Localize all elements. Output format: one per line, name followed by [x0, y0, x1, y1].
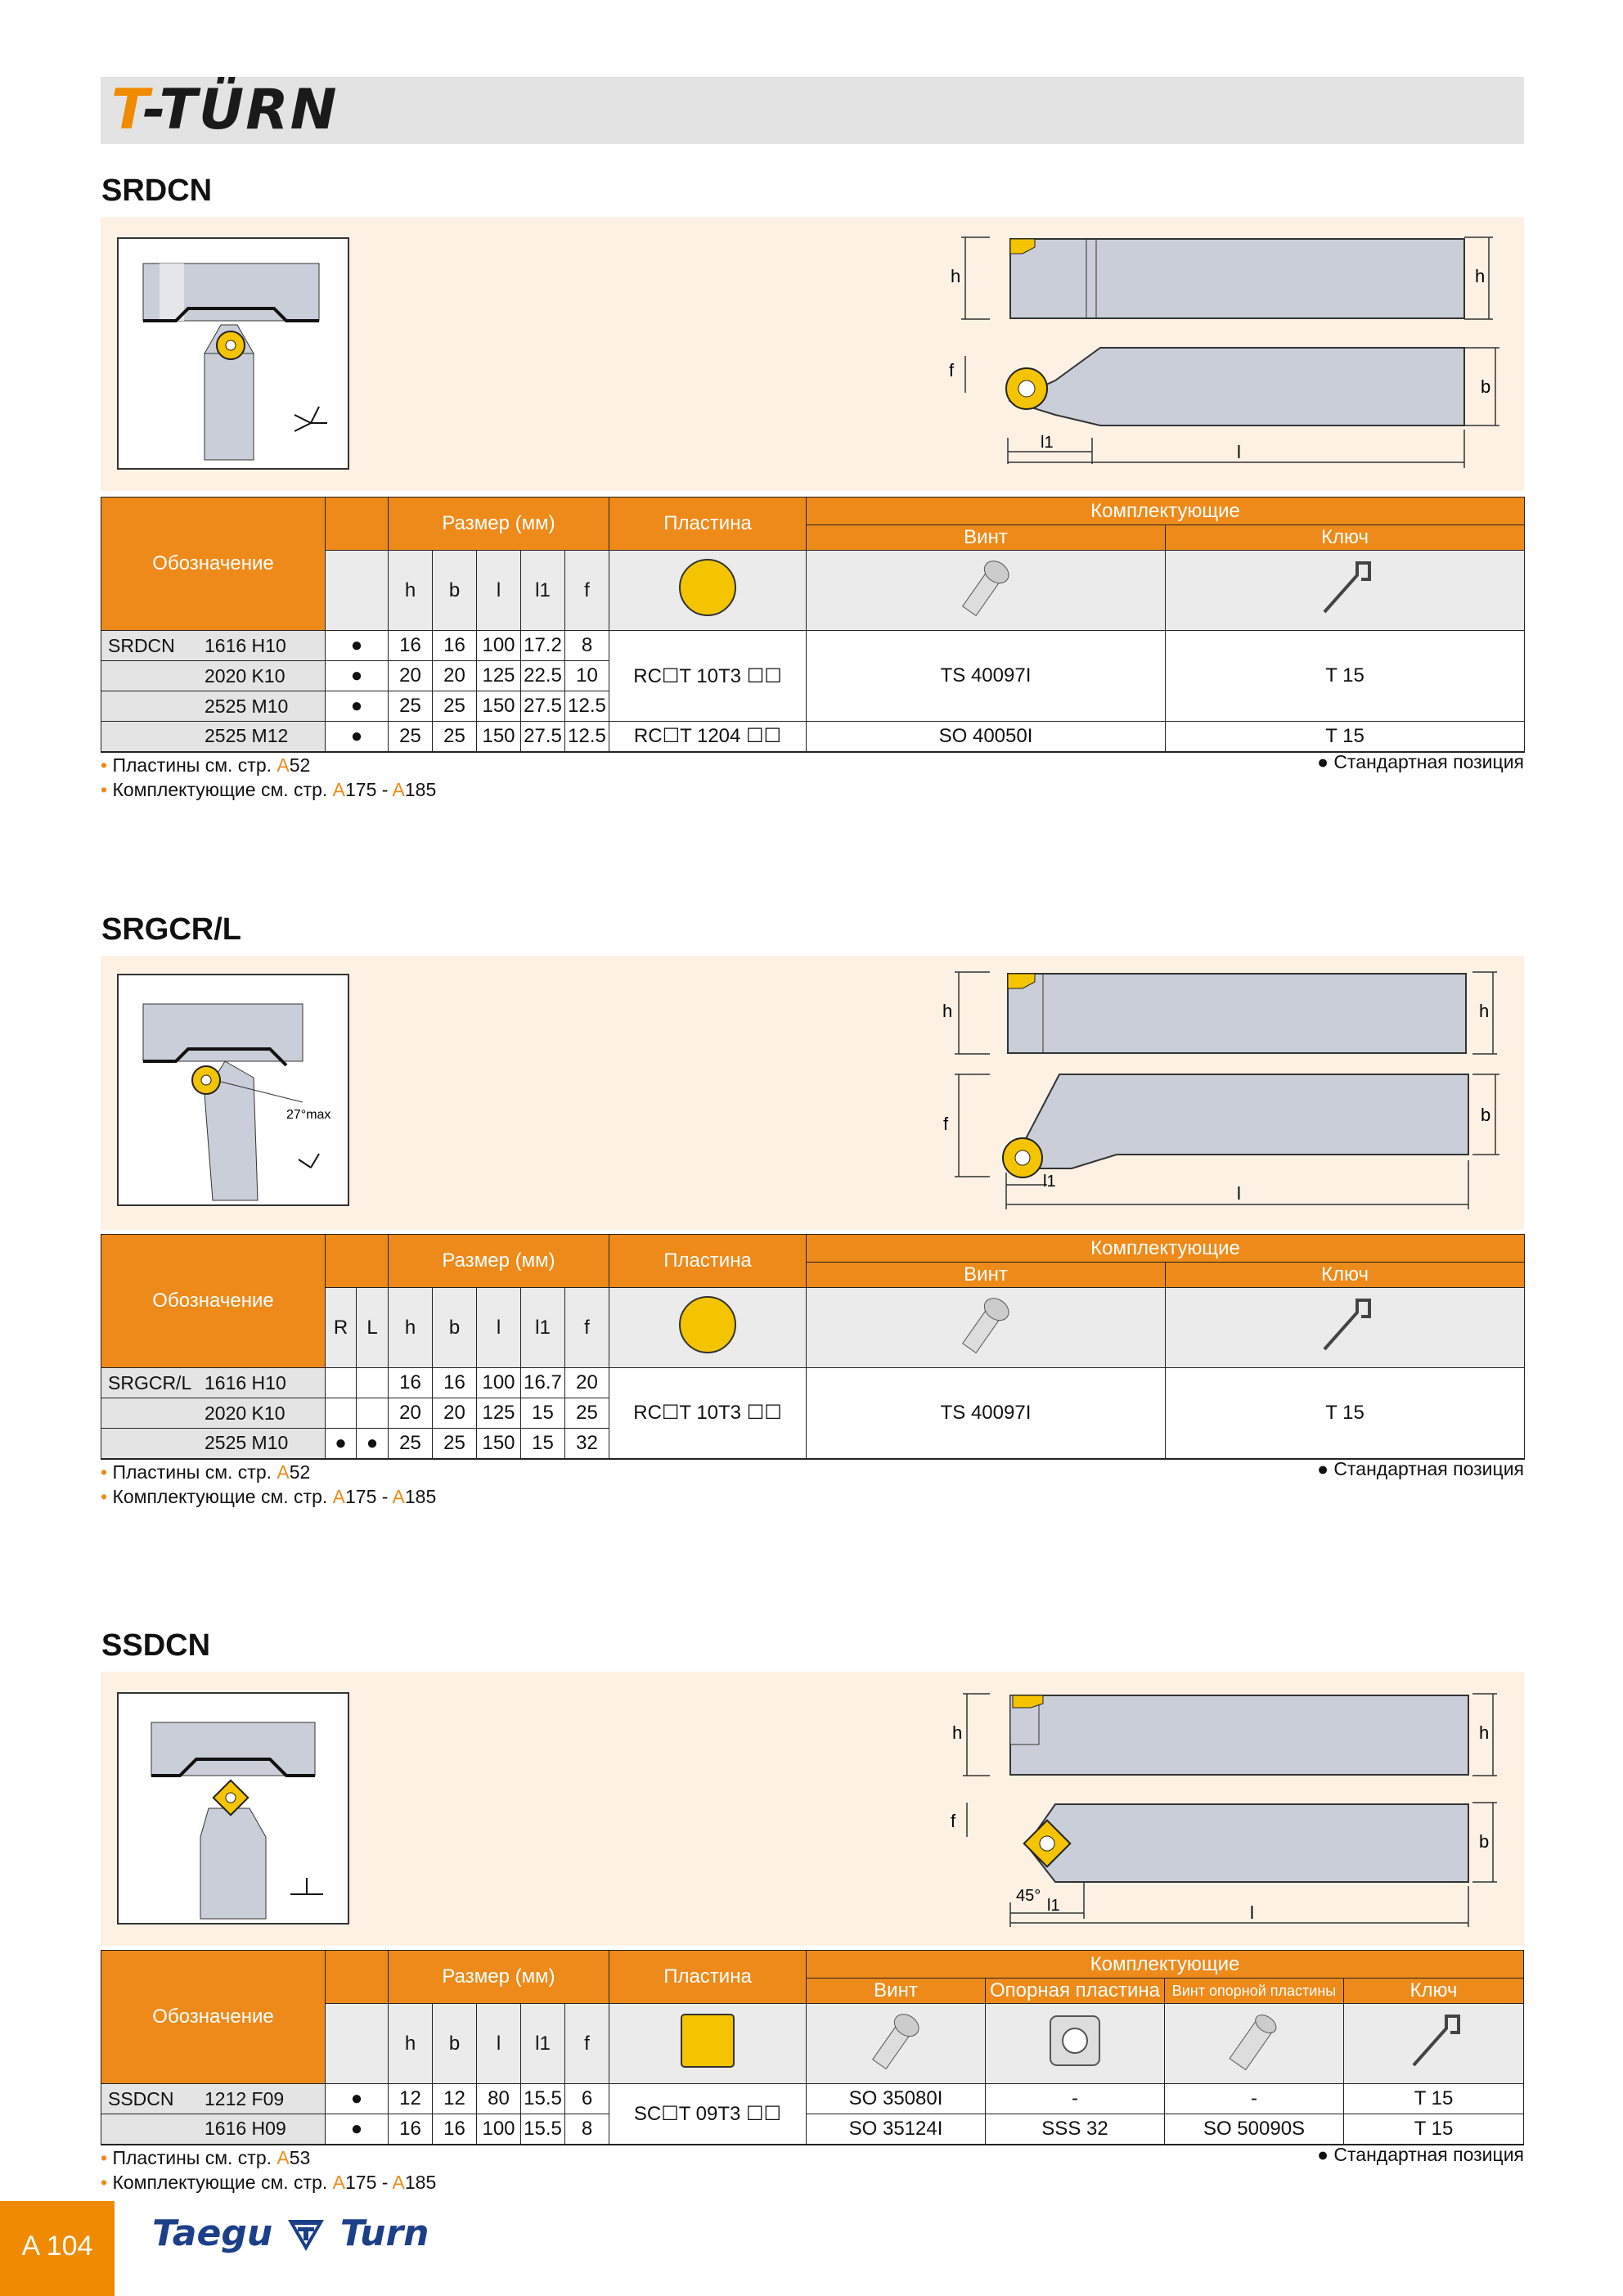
- round-insert-icon: [675, 555, 740, 620]
- dim-label-h: h: [1475, 266, 1486, 286]
- key-icon: [1397, 2004, 1471, 2078]
- section-title-ssdcn: SSDCN: [101, 1628, 211, 1663]
- table-row: 2525 M10: [101, 691, 326, 722]
- brand-footer-logo: Taegu Turn: [152, 2213, 429, 2254]
- page-number: A 104: [0, 2201, 115, 2296]
- svg-text:b: b: [1481, 1105, 1491, 1125]
- table-row: SRGCR/L 1616 H10: [101, 1368, 326, 1398]
- svg-text:45°: 45°: [1016, 1887, 1041, 1905]
- svg-text:l1: l1: [1043, 1173, 1056, 1191]
- section-title-srgcrl: SRGCR/L: [101, 912, 241, 947]
- table-row: SRDCN 1616 H10: [101, 631, 326, 661]
- dim-label-b: b: [1481, 376, 1491, 397]
- table-row: 2525 M10: [101, 1429, 326, 1459]
- round-insert-icon: [675, 1292, 740, 1357]
- spec-table-srgcrl: Обозначение Размер (мм) Пластина Комплектующие Винт Ключ R L h b l l1 f SRGCR/L 1616 H10 16 16 100 16.7 20 RC☐T 10T3 ☐☐ TS 40097I T 15 2020 K10 20 20 125 15 25 2525 M10 ● ● 25 25 150 15 32: [101, 1234, 1525, 1460]
- svg-text:l: l: [1237, 1183, 1241, 1204]
- svg-text:h: h: [1479, 1722, 1490, 1743]
- key-icon: [1308, 551, 1382, 624]
- svg-text:h: h: [1479, 1001, 1490, 1021]
- svg-text:f: f: [951, 1811, 956, 1831]
- note-components: • Комплектующие см. стр. A175 - A185: [101, 779, 437, 800]
- svg-text:h: h: [952, 1722, 963, 1743]
- section-title-srdcn: SRDCN: [101, 173, 213, 208]
- th-components: Комплектующие: [807, 497, 1525, 525]
- square-insert-icon: [675, 2008, 740, 2073]
- application-sketch-ssdcn: [117, 1692, 349, 1925]
- standard-note: ● Стандартная позиция: [1317, 2144, 1524, 2165]
- svg-text:l1: l1: [1047, 1897, 1060, 1915]
- svg-text:f: f: [943, 1114, 949, 1134]
- screw-icon: [949, 551, 1023, 624]
- table-row: 2525 M12: [101, 722, 326, 752]
- note-inserts: • Пластины см. стр. A53: [101, 2147, 311, 2168]
- note-components: • Комплектующие см. стр. A175 - A185: [101, 1486, 437, 1507]
- screw-icon: [949, 1288, 1023, 1362]
- shim-screw-icon: [1217, 2004, 1291, 2078]
- th-insert: Пластина: [609, 497, 807, 551]
- dimension-drawing-ssdcn: [941, 1681, 1513, 1939]
- dim-label-l1: l1: [1041, 434, 1054, 452]
- table-row: 1616 H09: [101, 2114, 326, 2145]
- dim-label-f: f: [949, 360, 955, 380]
- application-sketch-srgcrl: [117, 974, 349, 1206]
- table-row: SSDCN 1212 F09: [101, 2084, 326, 2114]
- dim-label-h: h: [951, 266, 961, 286]
- shim-icon: [1038, 2004, 1112, 2078]
- note-inserts: • Пластины см. стр. A52: [101, 754, 311, 776]
- screw-icon: [859, 2004, 933, 2078]
- brand-emblem-icon: [285, 2217, 327, 2254]
- th-screw: Винт: [807, 525, 1166, 551]
- svg-text:b: b: [1479, 1831, 1490, 1852]
- key-icon: [1308, 1288, 1382, 1362]
- table-row: 2020 K10: [101, 1398, 326, 1429]
- note-components: • Комплектующие см. стр. A175 - A185: [101, 2172, 437, 2193]
- svg-text:27°max: 27°max: [286, 1108, 331, 1122]
- standard-note: ● Стандартная позиция: [1317, 751, 1524, 772]
- spec-table-ssdcn: Обозначение Размер (мм) Пластина Комплектующие Винт Опорная пластина Винт опорной пластины Ключ h b l l1 f SSDCN 1212 F09 ● 12 12 80 15.5 6 SC☐T 09T3 ☐☐ SO 35080I - - T 15 1616 H09 ● 16 16 100 15.5 8 SO 35124I SSS 32 SO 50090S T 15: [101, 1950, 1524, 2145]
- th-key: Ключ: [1166, 525, 1525, 551]
- application-sketch-srdcn: [117, 237, 349, 470]
- standard-note: ● Стандартная позиция: [1317, 1458, 1524, 1479]
- spec-table-srdcn: Обозначение Размер (мм) Пластина Комплектующие Винт Ключ h b l l1 f SRDCN 1616 H10 ● 16 16 100 17.2 8 RC☐T 10T3 ☐☐ TS 40097I T 15 2020 K10 ● 20 20 125 22.5 10 2525 M10 ● 25 25 150 27.5 12.5 2525 M12 ● 25 25 150 27.5 12.5 RC☐T 1204 ☐☐ SO 40050I T 15: [101, 497, 1525, 753]
- dim-label-l: l: [1237, 442, 1241, 462]
- table-row: 2020 K10: [101, 661, 326, 691]
- svg-text:h: h: [942, 1001, 953, 1021]
- dimension-drawing-srgcrl: [941, 964, 1513, 1222]
- dimension-drawing-srdcn: [941, 225, 1513, 483]
- note-inserts: • Пластины см. стр. A52: [101, 1461, 311, 1483]
- th-designation: Обозначение: [101, 497, 326, 631]
- brand-logo: T-TÜRN: [111, 78, 339, 142]
- th-size: Размер (мм): [389, 497, 609, 551]
- svg-text:l: l: [1250, 1902, 1254, 1923]
